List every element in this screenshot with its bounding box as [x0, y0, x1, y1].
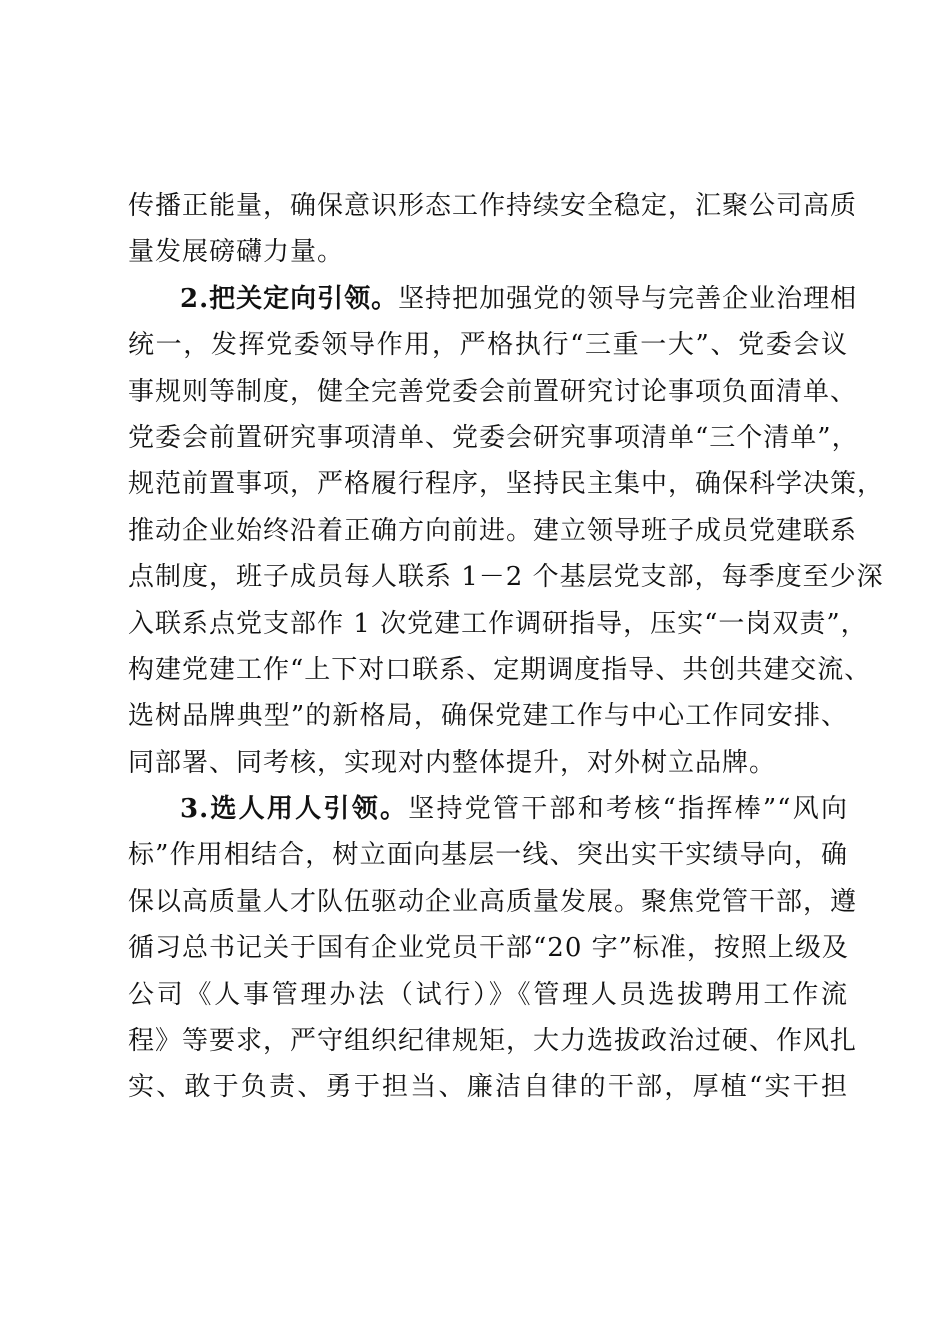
document-body [128, 183, 885, 1111]
text-line: 选树品牌典型”的新格局，确保党建工作与中心工作同安排、 [128, 701, 848, 732]
text-line: 公司《人事管理办法（试行）》《管理人员选拔聘用工作流 [128, 979, 848, 1010]
paragraph-3 [128, 786, 858, 1111]
paragraph-2 [128, 276, 885, 786]
text-line: 循习总书记关于国有企业党员干部“20 字”标准，按照上级及 [128, 933, 849, 964]
text-line: 统一，发挥党委领导作用，严格执行“三重一大”、党委会议 [128, 330, 848, 361]
text-line [128, 786, 848, 832]
text-line: 同部署、同考核，实现对内整体提升，对外树立品牌。 [128, 747, 777, 778]
text-line: 实、敢于负责、勇于担当、廉洁自律的干部，厚植“实干担 [128, 1072, 848, 1103]
text-run: 坚持党管干部和考核“指挥棒”“风向 [408, 794, 848, 825]
section-heading: 3.选人用人引领。 [180, 794, 409, 825]
text-line: 标”作用相结合，树立面向基层一线、突出实干实绩导向，确 [128, 840, 848, 871]
paragraph-1 [128, 183, 858, 276]
text-line: 保以高质量人才队伍驱动企业高质量发展。聚焦党管干部，遵 [128, 886, 858, 917]
text-line: 量发展磅礴力量。 [128, 237, 345, 268]
section-heading: 2.把关定向引领。 [180, 283, 399, 314]
text-line: 入联系点党支部作 1 次党建工作调研指导，压实“一岗双责”， [128, 608, 868, 639]
text-line: 程》等要求，严守组织纪律规矩，大力选拔政治过硬、作风扎 [128, 1026, 858, 1057]
text-line: 构建党建工作“上下对口联系、定期调度指导、共创共建交流、 [128, 654, 872, 685]
text-line: 推动企业始终沿着正确方向前进。建立领导班子成员党建联系 [128, 515, 858, 546]
text-line [128, 276, 858, 322]
text-line: 事规则等制度，健全完善党委会前置研究讨论事项负面清单、 [128, 376, 858, 407]
text-line: 规范前置事项，严格履行程序，坚持民主集中，确保科学决策， [128, 469, 885, 500]
text-run: 坚持把加强党的领导与完善企业治理相 [398, 283, 858, 314]
text-line: 传播正能量，确保意识形态工作持续安全稳定，汇聚公司高质 [128, 191, 858, 221]
text-line: 党委会前置研究事项清单、党委会研究事项清单“三个清单”， [128, 422, 859, 453]
text-line: 点制度，班子成员每人联系 1－2 个基层党支部，每季度至少深 [128, 562, 884, 593]
